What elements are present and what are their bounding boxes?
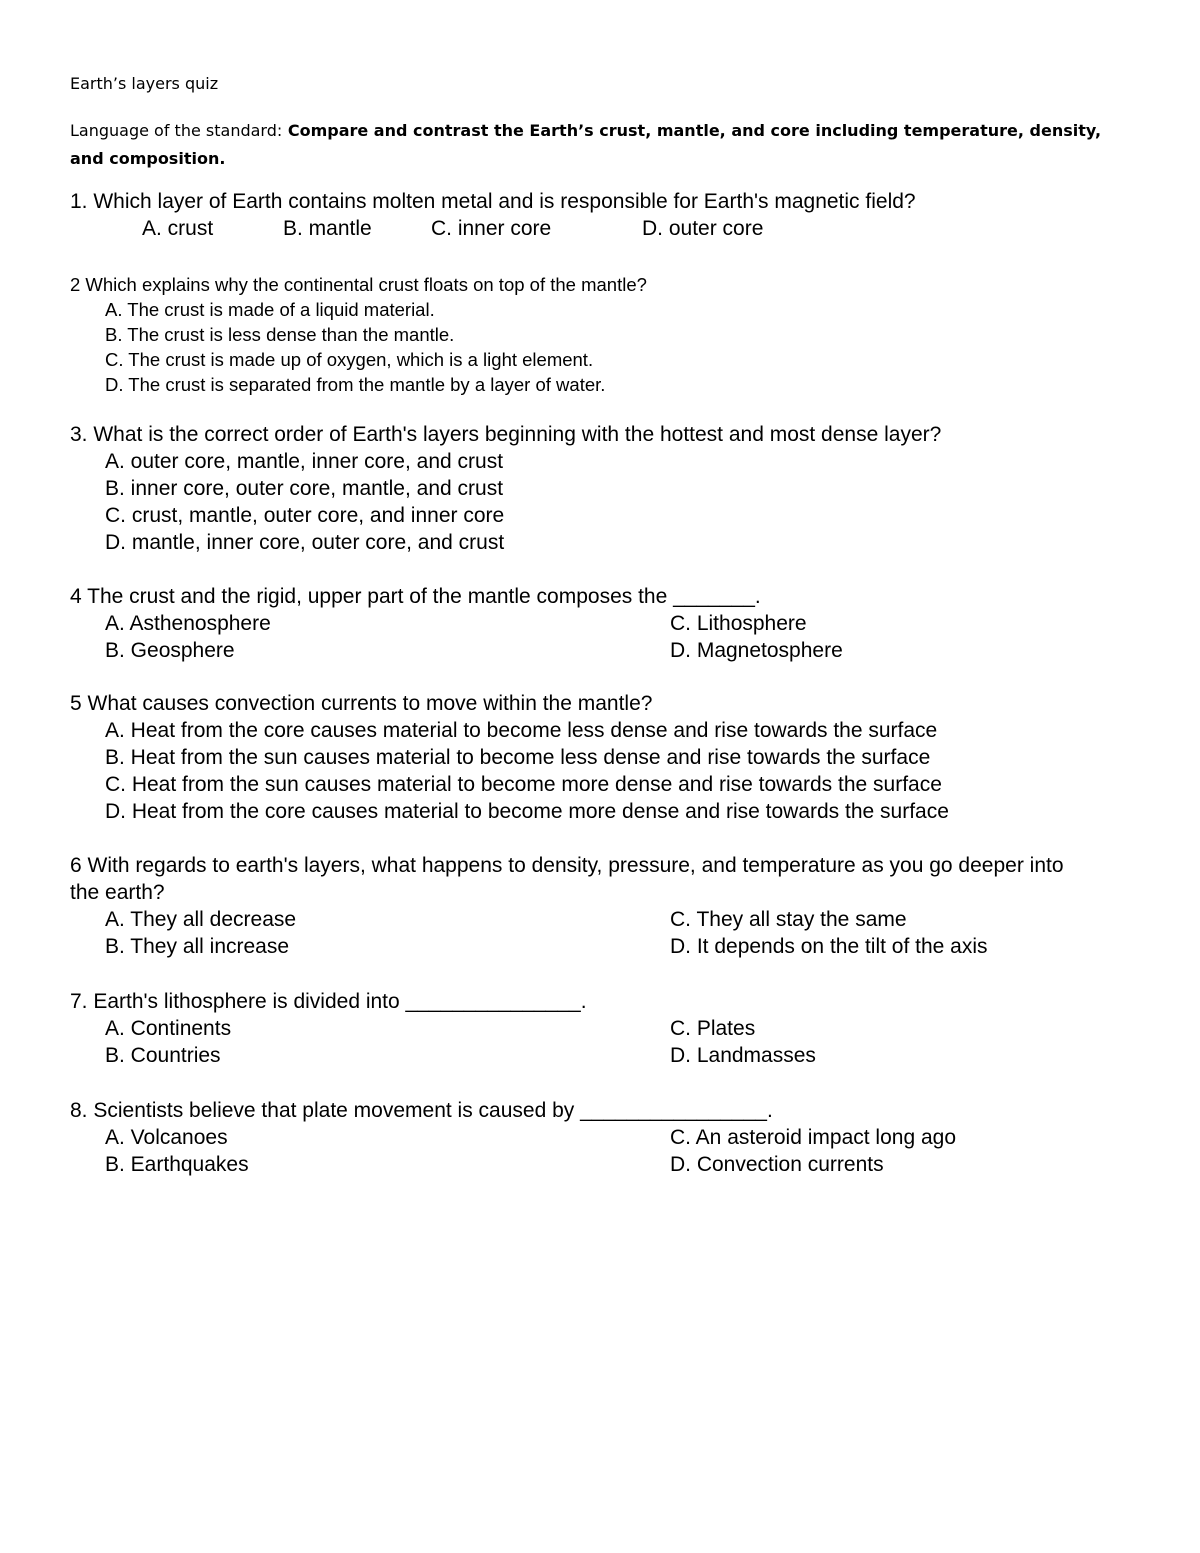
standard-statement bbox=[70, 117, 1130, 173]
question-3-option-c: C. crust, mantle, outer core, and inner core bbox=[105, 504, 505, 527]
question-6-option-c: C. They all stay the same bbox=[670, 908, 907, 931]
question-5-stem: 5 What causes convection currents to move within the mantle? bbox=[70, 692, 653, 715]
question-1-stem: 1. Which layer of Earth contains molten metal and is responsible for Earth's magnetic field? bbox=[70, 190, 916, 213]
question-4-option-c: C. Lithosphere bbox=[670, 612, 807, 635]
question-5-option-b: B. Heat from the sun causes material to become less dense and rise towards the surface bbox=[105, 746, 931, 769]
question-7-option-b: B. Countries bbox=[105, 1044, 221, 1067]
quiz-title: Earth’s layers quiz bbox=[70, 74, 219, 93]
question-2 bbox=[70, 272, 1140, 397]
question-7 bbox=[70, 988, 1140, 1069]
question-2-option-b: B. The crust is less dense than the mantle. bbox=[105, 324, 455, 345]
question-3-option-a: A. outer core, mantle, inner core, and crust bbox=[105, 450, 504, 473]
question-8-option-d: D. Convection currents bbox=[670, 1153, 884, 1176]
question-3-option-b: B. inner core, outer core, mantle, and crust bbox=[105, 477, 504, 500]
question-8 bbox=[70, 1097, 1140, 1178]
question-2-stem: 2 Which explains why the continental crust floats on top of the mantle? bbox=[70, 274, 647, 295]
question-3 bbox=[70, 421, 1140, 556]
question-1-option-a: A. crust bbox=[142, 217, 214, 240]
question-6-option-d: D. It depends on the tilt of the axis bbox=[670, 935, 988, 958]
question-7-options bbox=[70, 1015, 1140, 1069]
question-1-options bbox=[70, 215, 1140, 242]
question-2-option-c: C. The crust is made up of oxygen, which is a light element. bbox=[105, 349, 594, 370]
question-6 bbox=[70, 852, 1140, 960]
question-5 bbox=[70, 690, 1140, 825]
question-8-option-c: C. An asteroid impact long ago bbox=[670, 1126, 957, 1149]
question-2-option-d: D. The crust is separated from the mantle by a layer of water. bbox=[105, 374, 606, 395]
question-5-option-c: C. Heat from the sun causes material to become more dense and rise towards the surface bbox=[105, 773, 942, 796]
question-5-option-d: D. Heat from the core causes material to become more dense and rise towards the surface bbox=[105, 800, 949, 823]
question-6-option-b: B. They all increase bbox=[105, 935, 290, 958]
question-8-stem: 8. Scientists believe that plate movement is caused by ________________. bbox=[70, 1099, 773, 1122]
question-6-options bbox=[70, 906, 1140, 960]
question-2-option-a: A. The crust is made of a liquid material. bbox=[105, 299, 435, 320]
question-7-option-c: C. Plates bbox=[670, 1017, 756, 1040]
question-8-options bbox=[70, 1124, 1140, 1178]
question-7-option-d: D. Landmasses bbox=[670, 1044, 816, 1067]
question-4-stem: 4 The crust and the rigid, upper part of the mantle composes the _______. bbox=[70, 585, 761, 608]
question-1-option-b: B. mantle bbox=[283, 217, 372, 240]
question-4-options bbox=[70, 610, 1140, 664]
question-1-option-d: D. outer core bbox=[642, 217, 764, 240]
question-8-option-b: B. Earthquakes bbox=[105, 1153, 249, 1176]
question-4-option-d: D. Magnetosphere bbox=[670, 639, 843, 662]
standard-text: Compare and contrast the Earth’s crust, mantle, and core including temperature, density, and composition. bbox=[70, 121, 1102, 168]
standard-label: Language of the standard: bbox=[70, 121, 283, 140]
question-1-option-c: C. inner core bbox=[431, 217, 552, 240]
question-4-option-b: B. Geosphere bbox=[105, 639, 235, 662]
question-5-option-a: A. Heat from the core causes material to become less dense and rise towards the surface bbox=[105, 719, 938, 742]
question-8-option-a: A. Volcanoes bbox=[105, 1126, 228, 1149]
question-4 bbox=[70, 583, 1140, 664]
question-7-stem: 7. Earth's lithosphere is divided into _______________. bbox=[70, 990, 587, 1013]
question-4-option-a: A. Asthenosphere bbox=[105, 612, 271, 635]
question-3-stem: 3. What is the correct order of Earth's layers beginning with the hottest and most dense layer? bbox=[70, 423, 942, 446]
question-3-option-d: D. mantle, inner core, outer core, and crust bbox=[105, 531, 505, 554]
question-7-option-a: A. Continents bbox=[105, 1017, 232, 1040]
question-6-option-a: A. They all decrease bbox=[105, 908, 297, 931]
question-1 bbox=[70, 188, 1140, 242]
question-6-stem: 6 With regards to earth's layers, what happens to density, pressure, and temperature as you go deeper into the earth? bbox=[70, 854, 1064, 904]
